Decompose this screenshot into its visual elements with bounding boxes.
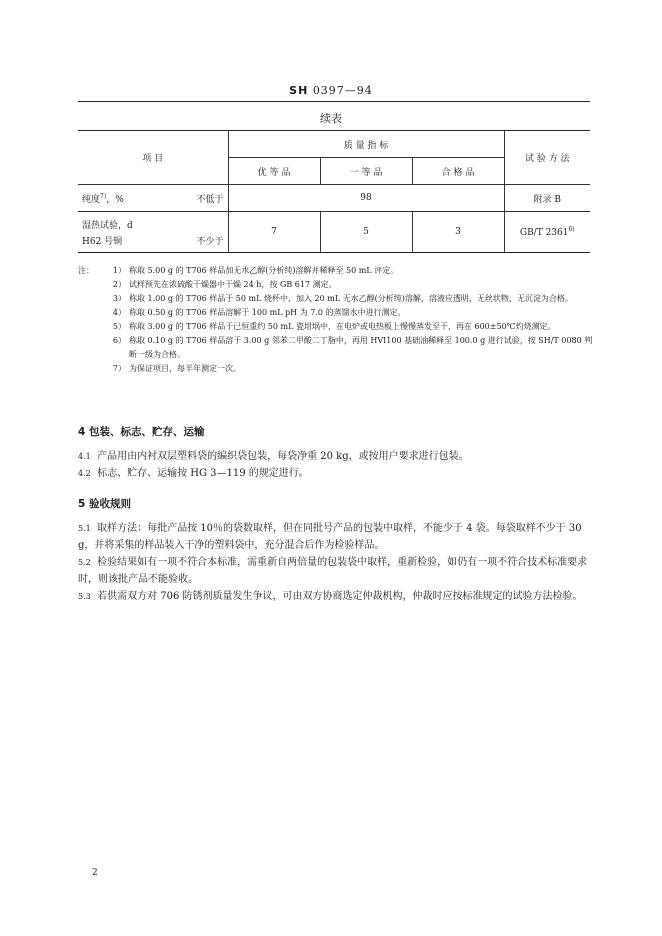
paragraph: 4.2 标志、贮存、运输按 HG 3—119 的规定进行。 xyxy=(78,468,309,479)
purity-value: 98 xyxy=(228,185,504,212)
section-4 xyxy=(78,424,590,439)
section-title: 5 验收规则 xyxy=(78,498,131,510)
note-text: 试样预先在浓硫酸干燥器中干燥 24 h，按 GB 617 测定。 xyxy=(129,280,337,289)
row-humidity-label: 湿热试验，d H62 号铜 不少于 xyxy=(78,212,228,253)
section-4-body xyxy=(78,448,590,482)
humidity-first: 5 xyxy=(320,212,412,253)
note-text: 称取 3.00 g 的 T706 样品于已恒重约 50 mL 瓷坩埚中，在电炉或电热板上慢慢蒸发至干，再在 600±50℃灼烧测定。 xyxy=(129,322,556,331)
quality-header: 质 量 指 标 xyxy=(228,131,504,158)
note-number: 5） xyxy=(112,322,126,331)
note-item xyxy=(96,292,596,306)
note-text: 称取 0.50 g 的 T706 样品溶解于 100 mL pH 为 7.0 的蒸馏水中进行测定。 xyxy=(129,308,406,317)
table-row xyxy=(78,185,590,212)
paragraph: 5.1 取样方法：每批产品按 10％的袋数取样，但在同批号产品的包装中取样，不能少于 4 袋。每袋取样不少于 30 g，并将采集的样品装入干净的塑料袋中，充分混合后作为检验样品。 xyxy=(78,523,582,551)
method-header: 试 验 方 法 xyxy=(504,131,590,185)
spec-table xyxy=(78,130,590,253)
section-5-body xyxy=(78,520,590,605)
humidity-premium: 7 xyxy=(228,212,320,253)
note-text: 为保证项目，每半年测定一次。 xyxy=(129,364,241,373)
paragraph: 4.1 产品用由内衬双层塑料袋的编织袋包装，每袋净重 20 kg，或按用户要求进行包装。 xyxy=(78,451,469,462)
note-number: 1） xyxy=(112,266,126,275)
humidity-qualified: 3 xyxy=(412,212,504,253)
standard-number: 0397—94 xyxy=(312,84,373,97)
header-rule xyxy=(78,101,590,102)
page-number: 2 xyxy=(92,868,98,878)
note-text: 称取 1.00 g 的 T706 样品于 50 mL 烧杯中，加入 20 mL 无水乙醇(分析纯)溶解，溶液应透明，无丝状物、无沉淀为合格。 xyxy=(129,294,573,303)
grade-premium: 优 等 品 xyxy=(228,158,320,185)
section-title: 4 包装、标志、贮存、运输 xyxy=(78,426,205,438)
note-text: 称取 5.00 g 的 T706 样品加无水乙醇(分析纯)溶解并稀释至 50 mL 评定。 xyxy=(129,266,399,275)
note-item xyxy=(96,278,596,292)
page-header xyxy=(0,84,662,97)
standard-code: SH xyxy=(289,84,309,97)
paragraph: 5.3 若供需双方对 706 防锈剂质量发生争议，可由双方协商选定仲裁机构，仲裁时应按标准规定的试验方法检验。 xyxy=(78,591,583,602)
note-number: 7） xyxy=(112,364,126,373)
note-number: 3） xyxy=(112,294,126,303)
continued-label: 续表 xyxy=(320,112,342,125)
grade-qualified: 合 格 品 xyxy=(412,158,504,185)
note-item xyxy=(96,306,596,320)
row-purity-label: 纯度$^{7)}$，% 不低于 xyxy=(78,185,228,212)
note-item xyxy=(96,334,596,362)
section-5 xyxy=(78,496,590,511)
notes-prefix: 注： xyxy=(78,266,94,275)
note-item xyxy=(96,320,596,334)
note-number: 2） xyxy=(112,280,126,289)
note-item xyxy=(96,264,596,278)
notes-list xyxy=(96,264,596,376)
purity-method: 附录 B xyxy=(504,185,590,212)
grade-first: 一 等 品 xyxy=(320,158,412,185)
item-header: 项 目 xyxy=(78,131,228,185)
humidity-method: GB/T 2361$^{6)}$ xyxy=(504,212,590,253)
note-item xyxy=(96,362,596,376)
paragraph: 5.2 检验结果如有一项不符合本标准，需重新自两倍量的包装袋中取样，重新检验，如仍有一项不符合技术标准要求时，则该批产品不能验收。 xyxy=(78,557,588,585)
note-text: 称取 0.10 g 的 T706 样品溶于 3.00 g 邻苯二甲酸二丁脂中，再用 HVI100 基础油稀释至 100.0 g 进行试验，按 SH/T 0080 判断一级为合格。 xyxy=(129,336,593,359)
note-number: 4） xyxy=(112,308,126,317)
note-number: 6） xyxy=(112,336,126,345)
table-row xyxy=(78,212,590,253)
